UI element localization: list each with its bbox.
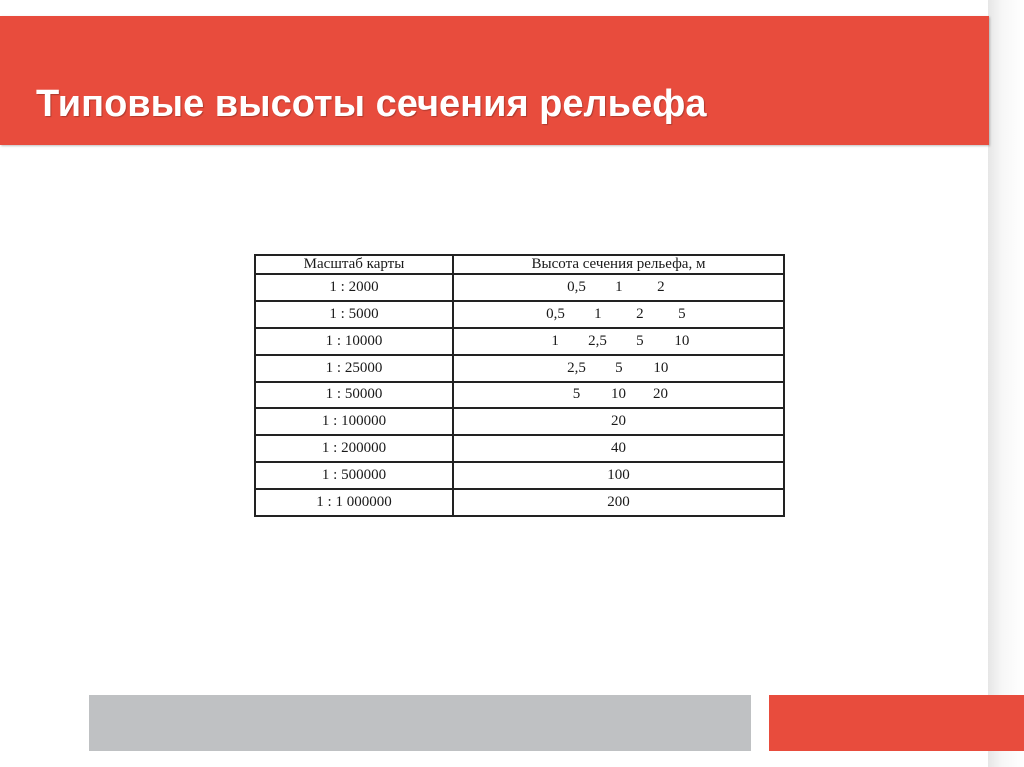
- map-scale-cell: 1 : 50000: [255, 382, 453, 409]
- table-header-row: [255, 255, 784, 274]
- height-value: 5: [678, 305, 686, 322]
- table-row: [255, 382, 784, 409]
- height-value: 1: [615, 278, 623, 295]
- relief-height-cell: [453, 462, 784, 489]
- table-row: [255, 355, 784, 382]
- height-value: 0,5: [546, 305, 565, 322]
- slide-edge-shadow: [988, 0, 1024, 767]
- map-scale-cell: 1 : 100000: [255, 408, 453, 435]
- slide-title: Типовые высоты сечения рельефа: [36, 83, 707, 125]
- map-scale-cell: 1 : 10000: [255, 328, 453, 355]
- table-row: [255, 489, 784, 516]
- height-value: 1: [594, 305, 602, 322]
- map-scale-cell: 1 : 5000: [255, 301, 453, 328]
- height-value: 2: [657, 278, 665, 295]
- height-value: 0,5: [567, 278, 586, 295]
- relief-height-cell: [453, 274, 784, 301]
- height-value: 1: [551, 332, 559, 349]
- height-value: 2,5: [588, 332, 607, 349]
- map-scale-cell: 1 : 500000: [255, 462, 453, 489]
- height-value: 2: [636, 305, 644, 322]
- height-value: 2,5: [567, 359, 586, 376]
- relief-height-cell: [453, 382, 784, 409]
- height-values: [454, 440, 783, 457]
- height-values: [454, 494, 783, 511]
- height-values: [454, 467, 783, 484]
- footer-grey-bar: [89, 695, 751, 751]
- map-scale-cell: 1 : 1 000000: [255, 489, 453, 516]
- height-value: 10: [674, 332, 690, 349]
- height-values: [454, 279, 783, 296]
- relief-height-cell: [453, 435, 784, 462]
- height-value: 20: [611, 413, 626, 430]
- height-values: [454, 413, 783, 430]
- table-row: [255, 435, 784, 462]
- height-values: [454, 360, 783, 377]
- height-value: 5: [572, 386, 581, 403]
- height-values: [454, 306, 783, 323]
- map-scale-cell: 1 : 200000: [255, 435, 453, 462]
- map-scale-cell: 1 : 2000: [255, 274, 453, 301]
- table-row: [255, 301, 784, 328]
- relief-height-cell: [453, 301, 784, 328]
- height-value: 40: [611, 440, 626, 457]
- relief-interval-table: [254, 254, 785, 517]
- relief-height-cell: [453, 408, 784, 435]
- table-row: [255, 462, 784, 489]
- table-body: [255, 274, 784, 516]
- header-map-scale: Масштаб карты: [255, 255, 453, 274]
- height-values: [454, 386, 783, 403]
- relief-height-cell: [453, 489, 784, 516]
- height-values: [454, 333, 783, 350]
- height-value: 10: [653, 359, 669, 376]
- header-relief-height: Высота сечения рельефа, м: [453, 255, 784, 274]
- table-row: [255, 274, 784, 301]
- table-row: [255, 408, 784, 435]
- height-value: 5: [615, 359, 623, 376]
- height-value: 200: [607, 494, 630, 510]
- footer-red-bar: [769, 695, 1024, 751]
- height-value: 100: [607, 467, 630, 484]
- height-value: 5: [636, 332, 644, 349]
- relief-height-cell: [453, 355, 784, 382]
- relief-height-cell: [453, 328, 784, 355]
- height-value: 20: [653, 386, 668, 403]
- table-row: [255, 328, 784, 355]
- relief-table-container: [254, 254, 783, 517]
- map-scale-cell: 1 : 25000: [255, 355, 453, 382]
- height-value: 10: [611, 386, 626, 403]
